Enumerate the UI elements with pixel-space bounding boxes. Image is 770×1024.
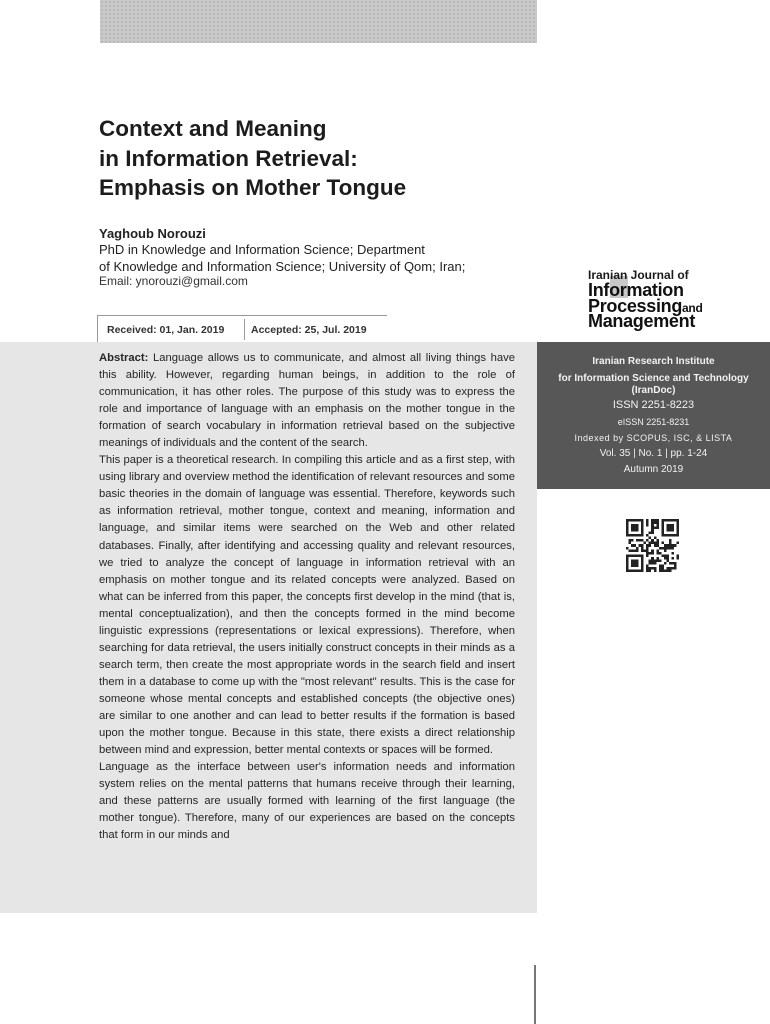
affiliation-line: of Knowledge and Information Science; University of Qom; Iran; [99,259,466,274]
affiliation-line: PhD in Knowledge and Information Science; Department [99,242,425,257]
received-date: Received: 01, Jan. 2019 [107,324,225,336]
accepted-date: Accepted: 25, Jul. 2019 [251,324,367,336]
dates-divider [244,319,245,340]
title-line: in Information Retrieval: [99,145,358,171]
title-line: Context and Meaning [99,116,327,141]
abstract-paragraph [99,350,515,452]
issue-season: Autumn 2019 [623,464,684,475]
eissn: eISSN 2251-8231 [617,417,690,427]
institute-abbr: (IranDoc) [631,385,676,396]
abstract-paragraph: This paper is a theoretical research. In compiling this article and as a first step, with using library and overview method the identification of relevant resources and some basic theories in the domain of language was essential. Therefore, keywords such as information retrieval, mother tongue, context and meaning, information and language, and similar items were searched on the Web and other related databases. Finally, after identifying and accessing quality and relevant resources, we tried to analyze the concept of language in information retrieval with an emphasis on mother tongue and its related concepts were analyzed. Based on what can be inferred from this paper, the concepts first develop in the mind (that is, mental conceptualization), and then the concepts formed in the mind become linguistic expressions (representations or lexical expressions). Therefore, when searching for data retrieval, the users initially construct concepts in their minds as a search term, then create the most appropriate words in the search field and insert them in a database to come up with the "most relevant" results. This is the case for someone whose mental concepts and established concepts (the objective ones) are similar to one another and can lead to better results if the formation is based upon the mother tongue. Because in this state, there exists a direct relationship between mind and expression, better mental contexts or spaces will be formed. [99,454,515,757]
abstract-label: Abstract: [99,352,149,364]
logo-line: Management [588,311,696,331]
author-email: Email: ynorouzi@gmail.com [99,274,248,288]
abstract-text [99,350,515,844]
qr-code-icon [624,519,681,572]
author-name: Yaghoub Norouzi [99,226,206,241]
logo-line: Iranian Journal of [588,268,689,282]
title-line: Emphasis on Mother Tongue [99,175,407,200]
page-edge-rule [534,965,536,1024]
logo-line: Information [588,280,684,300]
author-affiliation [99,241,539,275]
institute-name: Iranian Research Institute [592,356,715,367]
issn: ISSN 2251-8223 [612,399,695,411]
logo-word: Processing [588,296,683,316]
abstract-paragraph: Language as the interface between user's information needs and information system relies on the mental patterns that humans receive through their learning, and these patterns are usually formed with learning of the first language (the mother tongue). Therefore, many of our experiences are based on the concepts that form in our minds and [99,761,515,842]
article-title [99,114,539,203]
indexed-by: Indexed by SCOPUS, ISC, & LISTA [574,433,733,443]
journal-info-box [537,342,770,489]
header-pattern-band [100,0,537,43]
logo-word: and [682,301,703,315]
abstract-paragraph-text: Language allows us to communicate, and almost all living things have this ability. However, regarding human beings, in addition to the role of communication, it has other roles. The purpose of this study was to express the role and importance of language with an emphasis on the mother tongue in the formation of search vocabulary in information retrieval based on the subjective meanings of individuals and the content of the search. [99,352,515,450]
volume-info: Vol. 35 | No. 1 | pp. 1-24 [599,448,708,459]
institute-name-line2: for Information Science and Technology [558,373,749,384]
journal-logo [588,268,738,330]
